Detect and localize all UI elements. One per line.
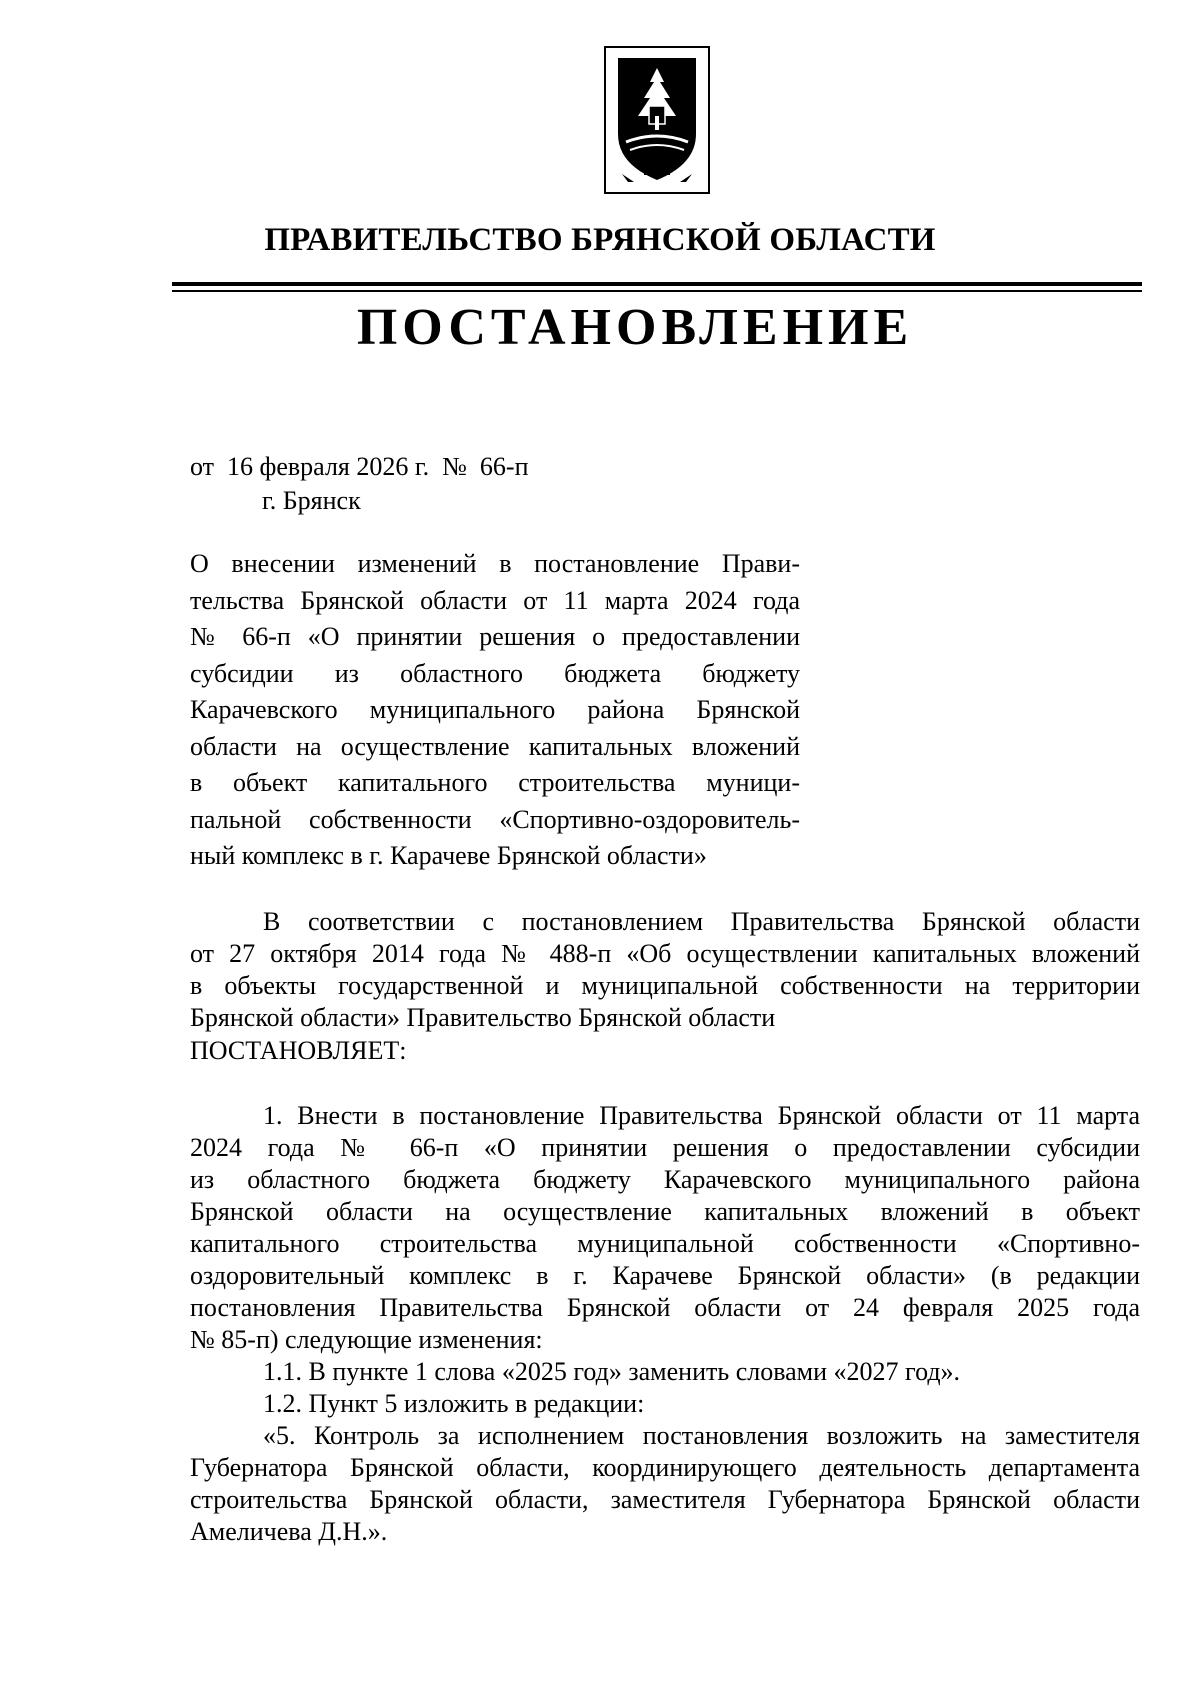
item-line: Амеличева Д.Н.». bbox=[190, 1517, 388, 1546]
subject-line: Карачевского муниципального района Брянской bbox=[190, 695, 800, 724]
decree-word: ПОСТАНОВЛЯЕТ: bbox=[190, 1036, 407, 1065]
document-date-number: от 16 февраля 2026 г. № 66-п bbox=[190, 452, 529, 481]
preamble-paragraph bbox=[190, 906, 1140, 1034]
item-line: № 85-п) следующие изменения: bbox=[190, 1325, 543, 1354]
preamble-line: В соответствии с постановлением Правительства Брянской области bbox=[263, 907, 1140, 936]
subject-line: О внесении изменений в постановление Прави- bbox=[190, 549, 800, 578]
subject-line: тельства Брянской области от 11 марта 2024 года bbox=[190, 585, 800, 615]
header-rule-thick bbox=[172, 282, 1142, 286]
preamble-line: в объекты государственной и муниципальной собственности на территории bbox=[190, 971, 1140, 1000]
item-line: 1.1. В пункте 1 слова «2025 год» заменить словами «2027 год». bbox=[263, 1357, 961, 1386]
item-line: 1.2. Пункт 5 изложить в редакции: bbox=[263, 1389, 645, 1418]
item-line: капитального строительства муниципальной собственности «Спортивно- bbox=[190, 1229, 1140, 1258]
item-line: 1. Внести в постановление Правительства Брянской области от 11 марта bbox=[263, 1101, 1140, 1130]
item-line: Брянской области на осуществление капитальных вложений в объект bbox=[190, 1197, 1140, 1226]
item-line: «5. Контроль за исполнением постановления возложить на заместителя bbox=[263, 1421, 1140, 1450]
item-line: оздоровительный комплекс в г. Карачеве Брянской области» (в редакции bbox=[190, 1261, 1140, 1290]
document-type-title: ПОСТАНОВЛЕНИЕ bbox=[356, 299, 914, 356]
organization-name: ПРАВИТЕЛЬСТВО БРЯНСКОЙ ОБЛАСТИ bbox=[264, 222, 936, 258]
item-line: постановления Правительства Брянской области от 24 февраля 2025 года bbox=[190, 1293, 1140, 1322]
item-line: строительства Брянской области, заместителя Губернатора Брянской области bbox=[190, 1485, 1140, 1514]
coat-of-arms-icon bbox=[604, 46, 710, 194]
preamble-line: от 27 октября 2014 года № 488-п «Об осуществлении капитальных вложений bbox=[190, 939, 1140, 968]
item-line: Губернатора Брянской области, координирующего деятельность департамента bbox=[190, 1453, 1140, 1482]
document-subject bbox=[190, 546, 800, 875]
subject-line: в объект капитального строительства муници- bbox=[190, 768, 800, 797]
subject-line: пальной собственности «Спортивно-оздоровитель- bbox=[190, 804, 800, 834]
subject-line: ный комплекс в г. Карачеве Брянской области» bbox=[190, 841, 707, 870]
subject-line: области на осуществление капитальных вложений bbox=[190, 731, 800, 761]
preamble-line: Брянской области» Правительство Брянской области bbox=[190, 1003, 776, 1032]
item-line: из областного бюджета бюджету Карачевского муниципального района bbox=[190, 1165, 1140, 1194]
document-city: г. Брянск bbox=[262, 486, 361, 515]
subject-line: субсидии из областного бюджета бюджету bbox=[190, 658, 800, 688]
subject-line: № 66-п «О принятии решения о предоставлении bbox=[190, 622, 800, 651]
header-rule-thin bbox=[172, 290, 1142, 292]
item-line: 2024 года № 66-п «О принятии решения о предоставлении субсидии bbox=[190, 1133, 1140, 1162]
decree-items bbox=[190, 1100, 1140, 1548]
